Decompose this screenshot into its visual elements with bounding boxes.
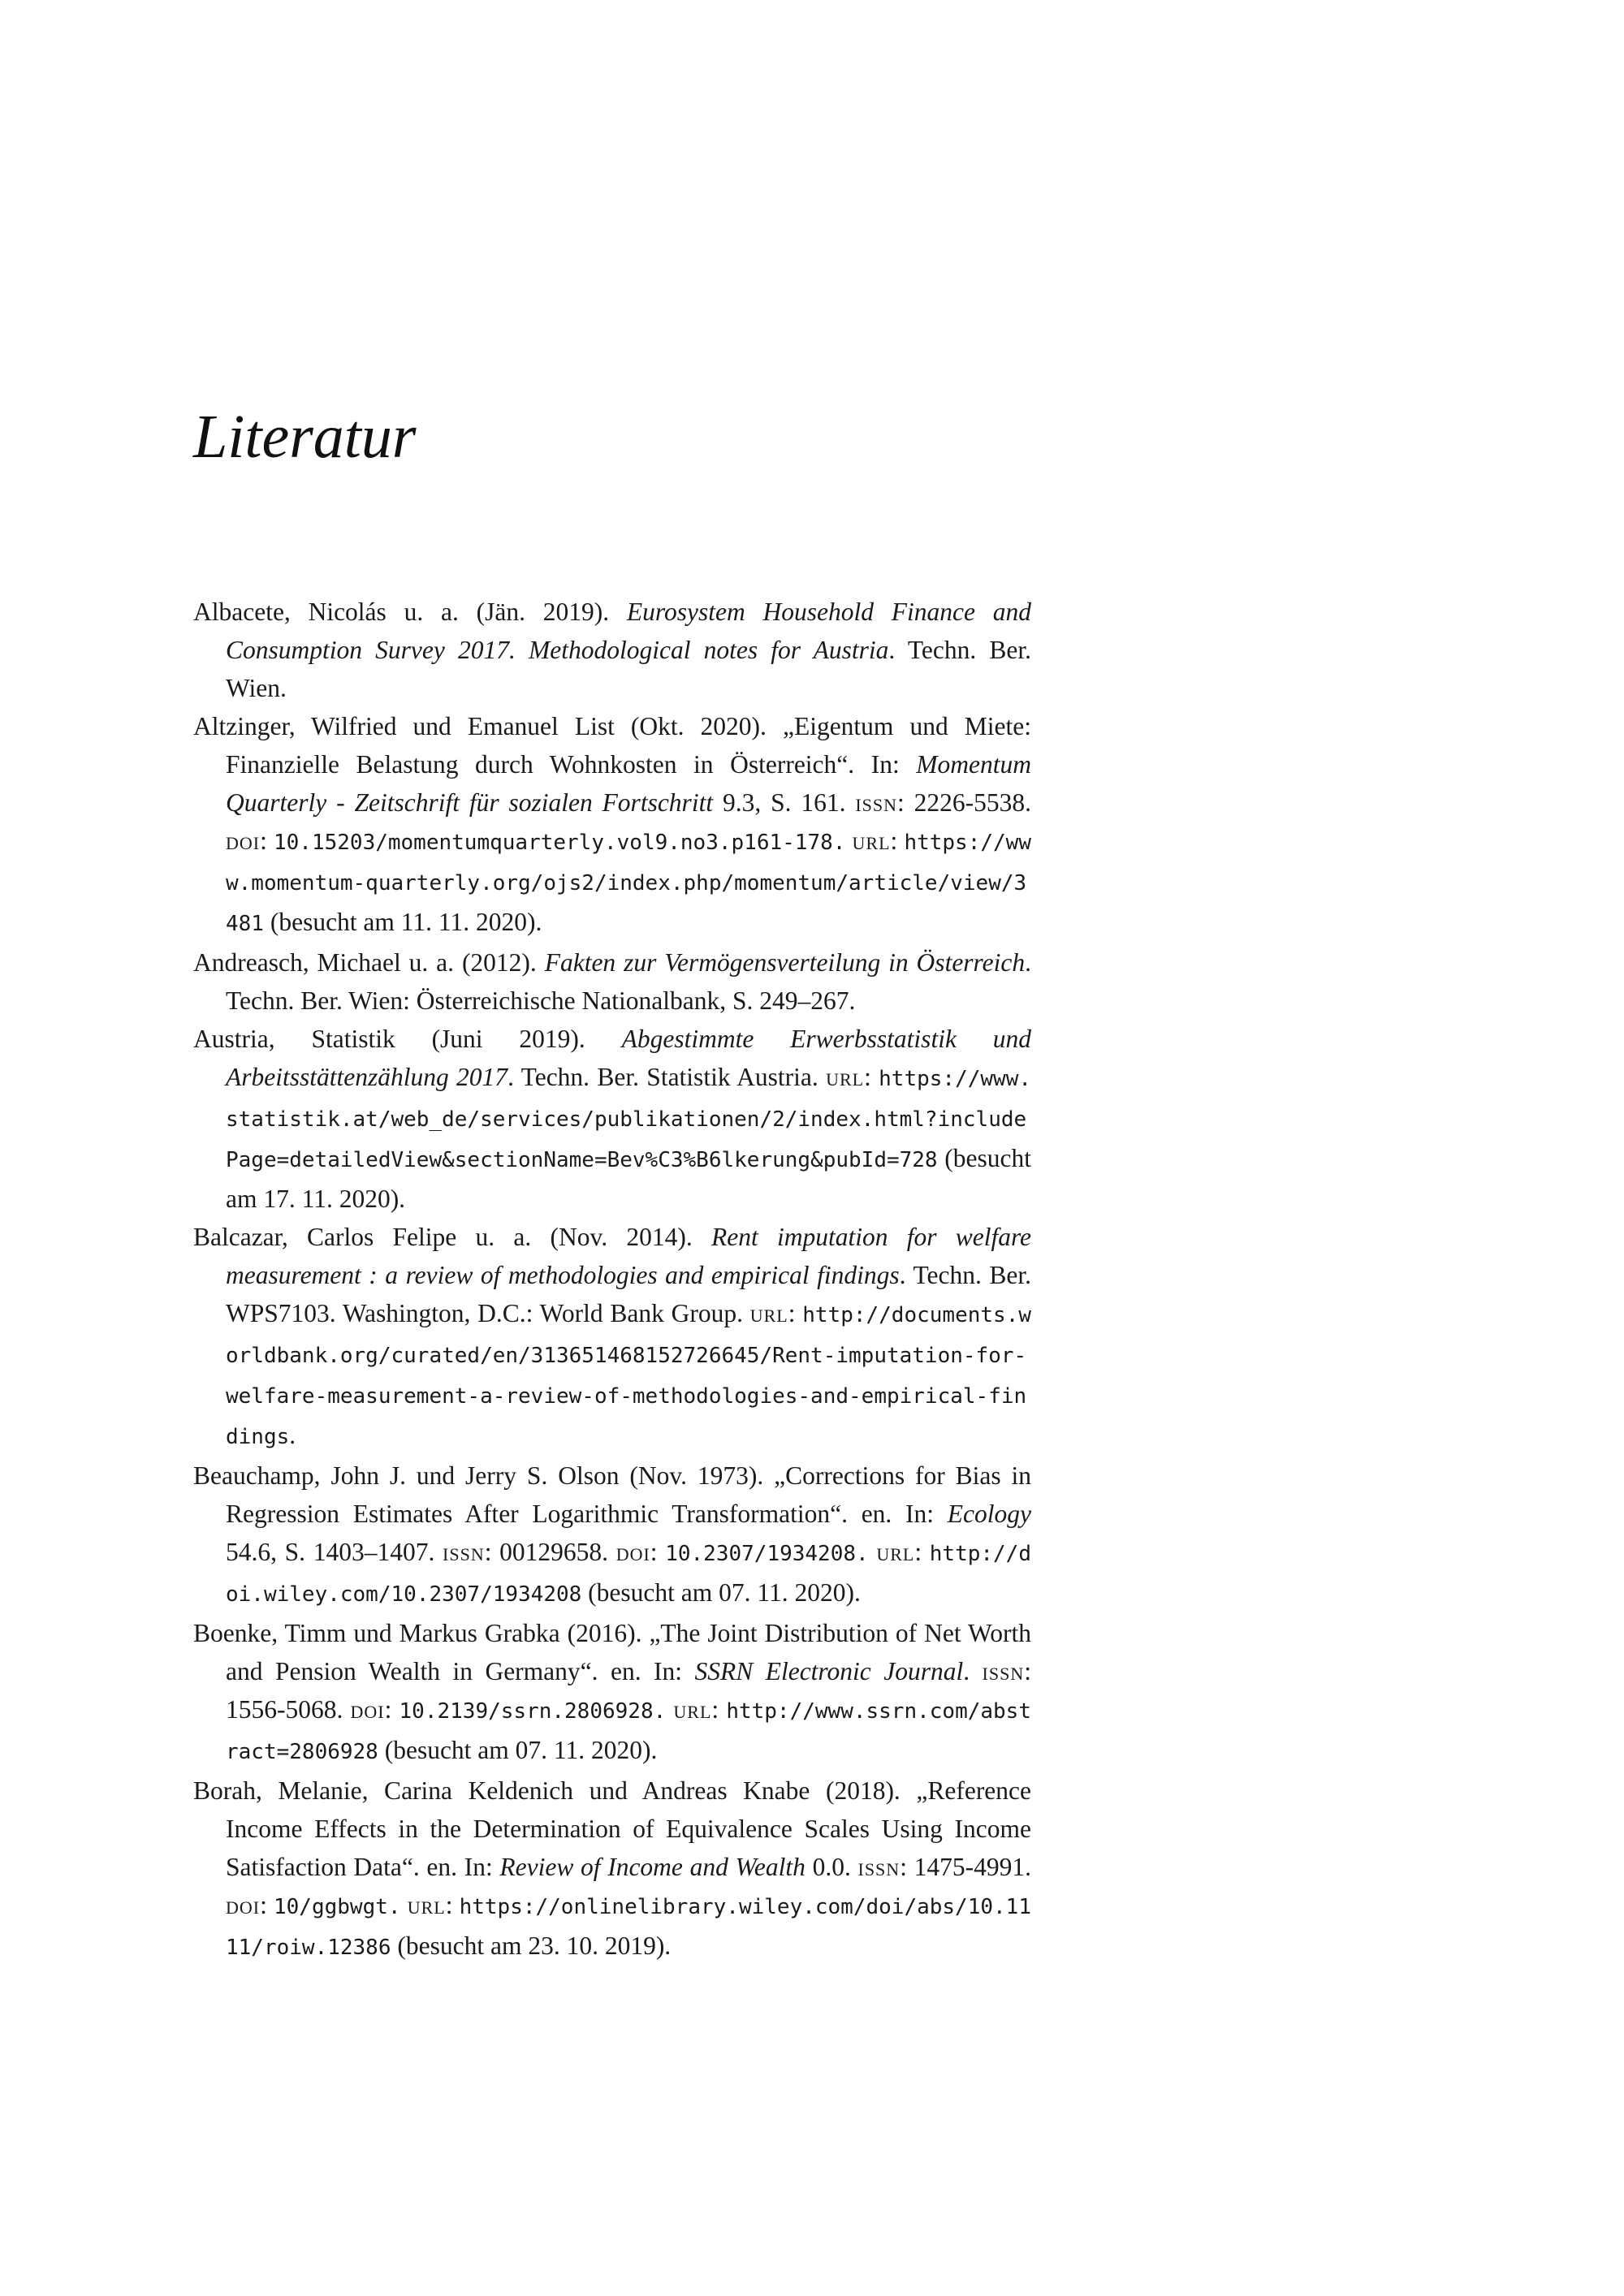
entry-title: Abgestimmte Erwerbsstatistik und Arbeitsstättenzählung 2017 (226, 1025, 1032, 1091)
entry-visited: (besucht am 07. 11. 2020). (588, 1578, 861, 1607)
entry-journal: Review of Income and Wealth (499, 1853, 806, 1881)
entry-visited: (besucht am 07. 11. 2020). (384, 1736, 658, 1764)
entry-doi-link[interactable]: 10.2139/ssrn.2806928. (399, 1699, 667, 1724)
issn-label: issn (443, 1538, 485, 1566)
entry-title: Eurosystem Household Finance and Consumption Survey 2017. Methodological notes for Austria (226, 598, 1031, 664)
url-label: url (876, 1538, 915, 1566)
entry-issn: : 2226-5538. (897, 788, 1032, 817)
entry-details: 54.6, S. 1403–1407. (226, 1538, 435, 1566)
entry-title: Fakten zur Vermögensverteilung in Österreich (544, 948, 1026, 977)
entry-authors: Austria, Statistik (193, 1025, 395, 1053)
entry-authors: Altzinger, Wilfried und Emanuel List (193, 712, 615, 740)
doi-label: doi (350, 1695, 385, 1724)
bibliography-entry: Beauchamp, John J. und Jerry S. Olson (Nov. 1973). „Corrections for Bias in Regression Estimates After Logarithmic Transformation“. en. In: Ecology 54.6, S. 1403–1407. issn: 00129658. doi: 10.2307/1934208. url: http://doi.wiley.com/10.2307/1934208 (besucht am 07. 11. 2020). (193, 1461, 1032, 1607)
entry-date: (Nov. 1973). (629, 1461, 764, 1490)
entry-date: (Nov. 2014). (550, 1223, 693, 1251)
entry-date: (Juni 2019). (431, 1025, 585, 1053)
entry-rest: . Techn. Ber. Wien. (226, 636, 1031, 702)
entry-authors: Borah, Melanie, Carina Keldenich und Andreas Knabe (193, 1776, 810, 1805)
entry-doi-link[interactable]: 10.2307/1934208. (665, 1542, 869, 1566)
entry-title: „Reference Income Effects in the Determination of Equivalence Scales Using Income Satisfaction Data“. en. In: (226, 1776, 1032, 1881)
entry-authors: Beauchamp, John J. und Jerry S. Olson (193, 1461, 620, 1490)
bibliography-entry (193, 943, 1031, 1020)
entry-url-link[interactable]: http://documents.worldbank.org/curated/en/313651468152726645/Rent-imputation-for-welfare-measurement-a-review-of-methodologies-and-empirical-findings (226, 1303, 1031, 1449)
entry-title: Rent imputation for welfare measurement : a review of methodologies and empirical findings (226, 1223, 1032, 1289)
url-label: url (407, 1891, 446, 1919)
url-label: url (749, 1299, 788, 1327)
bibliography-entry: Balcazar, Carlos Felipe u. a. (Nov. 2014). Rent imputation for welfare measurement : a review of methodologies and empirical findings. Techn. Ber. WPS7103. Washington, D.C.: World Bank Group. url: http://documents.worldbank.org/curated/en/313651468152726645/Rent-imputation-for-welfare-measurement-a-review-of-methodologies-and-empirical-findings. (193, 1223, 1032, 1449)
issn-label: issn (857, 1853, 901, 1881)
doi-label: doi (615, 1538, 650, 1566)
entry-rest: . Techn. Ber. WPS7103. Washington, D.C.: World Bank Group. (226, 1261, 1031, 1327)
entry-issn: : 1475-4991. (900, 1853, 1031, 1881)
entry-doi-link[interactable]: 10/ggbwgt. (274, 1895, 401, 1919)
issn-label: issn (982, 1657, 1025, 1685)
entry-url-link[interactable]: https://www.statistik.at/web_de/services/publikationen/2/index.html?includePage=detailedView&sectionName=Bev%C3%B6lkerung&pubId=728 (226, 1067, 1031, 1172)
entry-visited: . (289, 1421, 296, 1449)
entry-visited: (besucht am 23. 10. 2019). (397, 1931, 672, 1960)
doi-label: doi (226, 1891, 261, 1919)
entry-journal: SSRN Electronic Journal (694, 1657, 964, 1685)
entry-date: (Jän. 2019). (476, 598, 610, 626)
entry-details: 9.3, S. 161. (722, 788, 846, 817)
bibliography-entry: Borah, Melanie, Carina Keldenich und Andreas Knabe (2018). „Reference Income Effects in the Determination of Equivalence Scales Using Income Satisfaction Data“. en. In: Review of Income and Wealth 0.0. issn: 1475-4991. doi: 10/ggbwgt. url: https://onlinelibrary.wiley.com/doi/abs/10.1111/roiw.12386 (besucht am 23. 10. 2019). (193, 1776, 1032, 1960)
entry-date: (2016). (567, 1619, 642, 1647)
entry-title: „Eigentum und Miete: Finanzielle Belastung durch Wohnkosten in Österreich“. In: (226, 712, 1031, 779)
entry-authors: Albacete, Nicolás u. a. (193, 598, 459, 626)
url-label: url (852, 826, 891, 855)
doi-label: doi (226, 826, 261, 855)
chapter-title: Literatur (193, 403, 417, 471)
entry-journal: Momentum Quarterly - Zeitschrift für sozialen Fortschritt (226, 750, 1031, 817)
entry-url-link[interactable]: http://www.ssrn.com/abstract=2806928 (226, 1699, 1031, 1764)
entry-visited: (besucht am 17. 11. 2020). (226, 1144, 1031, 1213)
entry-visited: (besucht am 11. 11. 2020). (270, 908, 542, 936)
entry-url-link[interactable]: https://www.momentum-quarterly.org/ojs2/index.php/momentum/article/view/3481 (226, 831, 1031, 936)
entry-date: (2012). (461, 948, 537, 977)
bibliography-entry: Austria, Statistik (Juni 2019). Abgestimmte Erwerbsstatistik und Arbeitsstättenzählung 2017. Techn. Ber. Statistik Austria. url: https://www.statistik.at/web_de/services/publikationen/2/index.html?includePage=detailedView&sectionName=Bev%C3%B6lkerung&pubId=728 (besucht am 17. 11. 2020). (193, 1025, 1032, 1213)
entry-journal: Ecology (947, 1500, 1031, 1528)
entry-authors: Boenke, Timm und Markus Grabka (193, 1619, 560, 1647)
entry-url-link[interactable]: http://doi.wiley.com/10.2307/1934208 (226, 1542, 1031, 1607)
entry-authors: Balcazar, Carlos Felipe u. a. (193, 1223, 532, 1251)
entry-details: 0.0. (812, 1853, 851, 1881)
bibliography-entry: Boenke, Timm und Markus Grabka (2016). „The Joint Distribution of Net Worth and Pension Wealth in Germany“. en. In: SSRN Electronic Journal. issn: 1556-5068. doi: 10.2139/ssrn.2806928. url: http://www.ssrn.com/abstract=2806928 (besucht am 07. 11. 2020). (193, 1619, 1032, 1764)
entry-doi-link[interactable]: 10.15203/momentumquarterly.vol9.no3.p161-178. (274, 831, 846, 855)
entry-date: (2018). (825, 1776, 901, 1805)
url-label: url (673, 1695, 712, 1724)
entry-title: „Corrections for Bias in Regression Estimates After Logarithmic Transformation“. en. In: (226, 1461, 1032, 1528)
entry-issn: : 1556-5068. (226, 1657, 1031, 1724)
entry-url-link[interactable]: https://onlinelibrary.wiley.com/doi/abs/10.1111/roiw.12386 (226, 1895, 1031, 1960)
entry-title: „The Joint Distribution of Net Worth and Pension Wealth in Germany“. en. In: (226, 1619, 1032, 1685)
issn-label: issn (855, 788, 898, 817)
bibliography-entry: Altzinger, Wilfried und Emanuel List (Okt. 2020). „Eigentum und Miete: Finanzielle Belastung durch Wohnkosten in Österreich“. In: Momentum Quarterly - Zeitschrift für sozialen Fortschritt 9.3, S. 161. issn: 2226-5538. doi: 10.15203/momentumquarterly.vol9.no3.p161-178. url: https://www.momentum-quarterly.org/ojs2/index.php/momentum/article/view/3481 (besucht am 11. 11. 2020). (193, 712, 1032, 936)
entry-date: (Okt. 2020). (630, 712, 767, 740)
entry-rest: . Techn. Ber. Wien: Österreichische Nationalbank, S. 249–267. (226, 948, 1031, 1015)
entry-authors: Andreasch, Michael u. a. (193, 948, 455, 977)
entry-rest: . Techn. Ber. Statistik Austria. (508, 1063, 818, 1091)
entry-details: . (963, 1657, 970, 1685)
bibliography-entry (193, 593, 1031, 707)
entry-issn: : 00129658. (484, 1538, 609, 1566)
bibliography-list (193, 593, 1031, 1967)
url-label: url (826, 1063, 865, 1091)
